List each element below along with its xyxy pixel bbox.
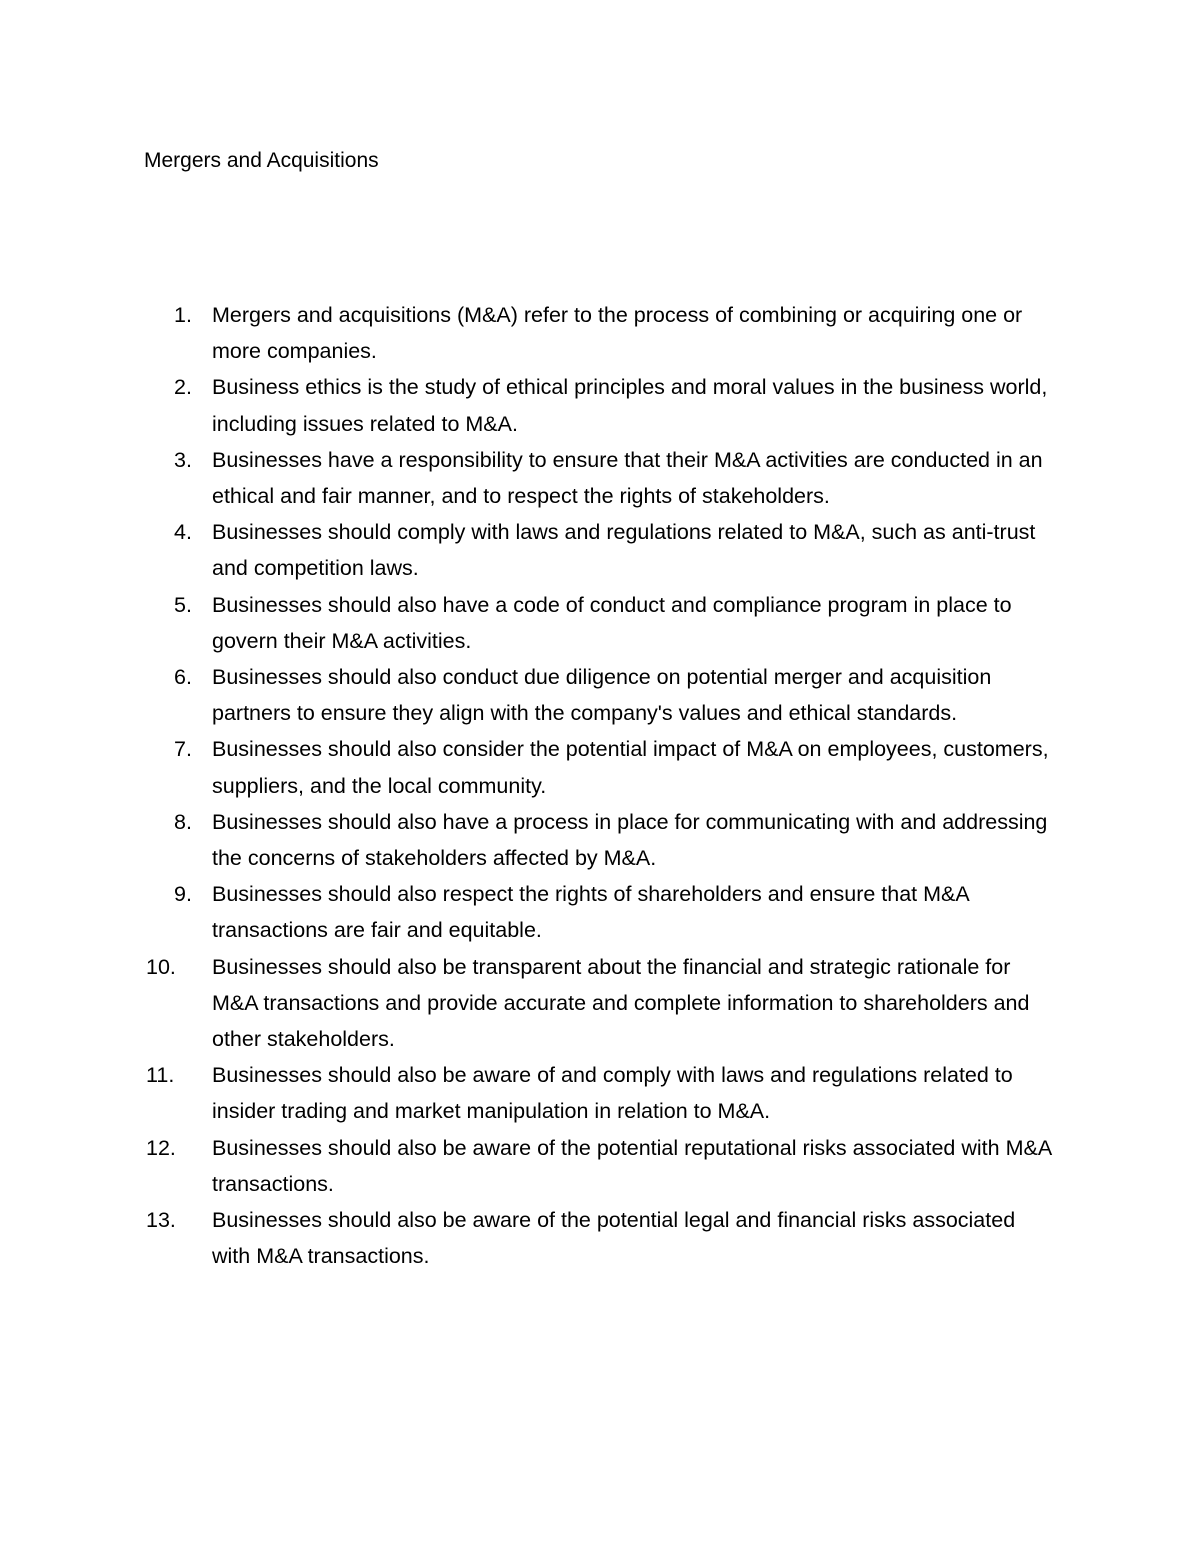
list-item xyxy=(144,659,1059,731)
list-item xyxy=(144,876,1059,948)
list-item-text: Businesses should also be aware of and comply with laws and regulations related to insider trading and market manipulation in relation to M&A. xyxy=(212,1063,1013,1124)
list-item-text: Businesses should also consider the potential impact of M&A on employees, customers, suppliers, and the local community. xyxy=(212,737,1049,798)
list-item xyxy=(144,731,1059,803)
list-item-number: 5. xyxy=(174,592,192,617)
list-item-text: Businesses have a responsibility to ensure that their M&A activities are conducted in an ethical and fair manner, and to respect the rights of stakeholders. xyxy=(212,447,1043,509)
list-item xyxy=(144,514,1059,586)
list-item-text: Businesses should also conduct due diligence on potential merger and acquisition partners to ensure they align with the company's values and ethical standards. xyxy=(212,665,992,726)
list-item-number: 10. xyxy=(146,954,176,979)
list-item-number: 9. xyxy=(174,882,192,907)
list-item xyxy=(144,587,1059,659)
list-item xyxy=(144,1057,1059,1129)
list-item-text: Businesses should also have a code of conduct and compliance program in place to govern their M&A activities. xyxy=(212,592,1012,653)
list-item-text: Businesses should also respect the rights of shareholders and ensure that M&A transactions are fair and equitable. xyxy=(212,882,969,943)
list-item-text: Business ethics is the study of ethical principles and moral values in the business world, including issues related to M&A. xyxy=(212,375,1048,436)
list-item xyxy=(144,949,1059,1058)
list-item-number: 8. xyxy=(174,809,192,834)
list-item xyxy=(144,1130,1059,1202)
list-item-number: 7. xyxy=(174,737,192,762)
list-item xyxy=(144,1202,1059,1274)
list-item-number: 6. xyxy=(174,665,192,690)
list-item xyxy=(144,804,1059,876)
document-title: Mergers and Acquisitions xyxy=(144,149,379,172)
list-item-number: 13. xyxy=(146,1208,176,1233)
list-item-text: Mergers and acquisitions (M&A) refer to the process of combining or acquiring one or more companies. xyxy=(212,303,1023,364)
list-item-text: Businesses should also be aware of the potential reputational risks associated with M&A transactions. xyxy=(212,1135,1051,1196)
list-item-text: Businesses should also have a process in place for communicating with and addressing the concerns of stakeholders affected by M&A. xyxy=(212,809,1048,871)
list-item xyxy=(144,442,1059,514)
list-item xyxy=(144,369,1059,441)
list-item-number: 11. xyxy=(146,1063,175,1088)
list-item-number: 3. xyxy=(174,447,192,472)
list-item-text: Businesses should comply with laws and regulations related to M&A, such as anti-trust and competition laws. xyxy=(212,520,1036,581)
list-item-number: 12. xyxy=(146,1135,176,1160)
list-item-number: 2. xyxy=(174,375,192,400)
list-item-text: Businesses should also be transparent about the financial and strategic rationale for M&A transactions and provide accurate and complete information to shareholders and other stakeholders. xyxy=(212,954,1030,1052)
list-item xyxy=(144,297,1059,369)
numbered-list xyxy=(144,297,1059,1274)
list-item-text: Businesses should also be aware of the potential legal and financial risks associated with M&A transactions. xyxy=(212,1208,1016,1269)
list-item-number: 4. xyxy=(174,520,192,545)
list-item-number: 1. xyxy=(174,303,192,327)
